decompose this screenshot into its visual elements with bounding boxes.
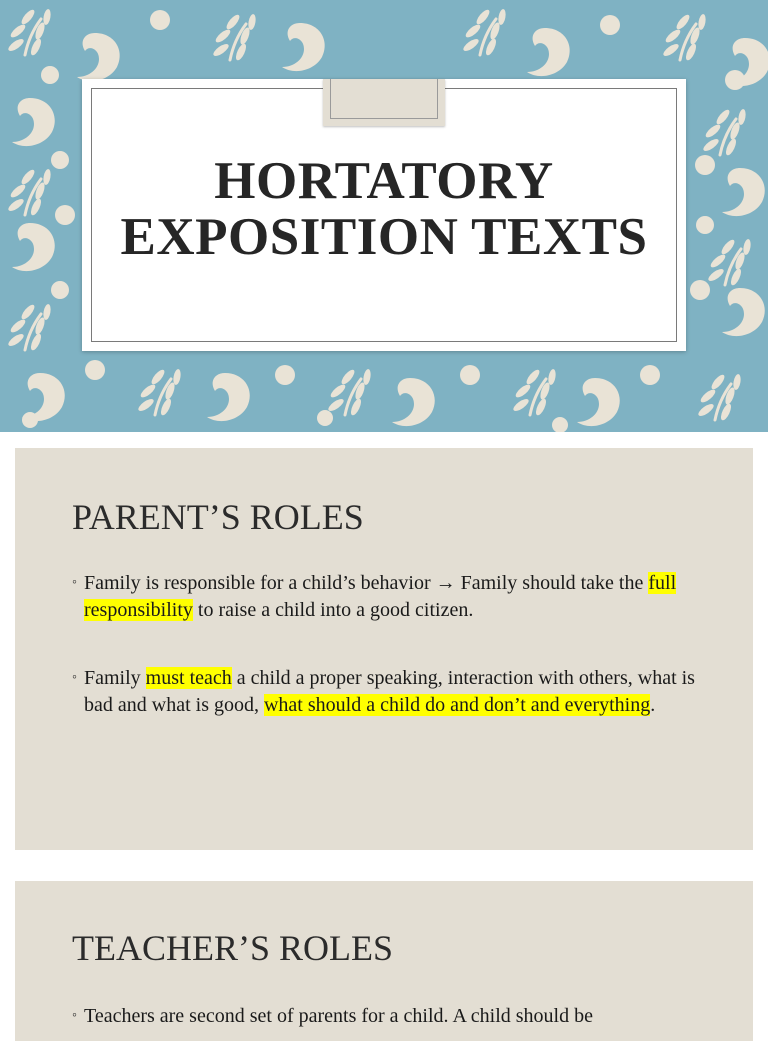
ring-bullet-icon: ◦: [72, 670, 77, 685]
bullet-text: Family: [84, 667, 146, 689]
slide-heading: TEACHER’S ROLES: [72, 928, 394, 968]
parents-roles-slide: [15, 448, 753, 850]
highlighted-text: must teach: [145, 667, 232, 689]
ring-bullet-icon: ◦: [72, 1008, 77, 1023]
bullet-text: .: [650, 693, 656, 716]
title-card: [82, 79, 686, 351]
bullet-list: [72, 570, 712, 718]
bullet-item: [72, 1003, 712, 1030]
highlighted-text: what should a child do and don’t and everything: [263, 693, 651, 716]
teachers-roles-slide: [15, 881, 753, 1041]
bullet-list: [72, 1003, 712, 1030]
bullet-item: [72, 570, 712, 623]
bullet-text: Family should take the: [455, 572, 649, 594]
right-arrow-icon: →: [435, 572, 456, 594]
bullet-text: to raise a child into a good citizen.: [192, 598, 474, 621]
bullet-text: Family is responsible for a child’s behavior: [84, 572, 436, 594]
highlighted-text: full responsibility: [84, 572, 677, 621]
bullet-text: a child a proper speaking, interaction with others, what is bad and what is good,: [84, 667, 695, 716]
bullet-text: Teachers are second set of parents for a child. A child should be: [84, 1005, 593, 1027]
title-card-tab: [323, 79, 445, 126]
title-card-tab-border: [330, 79, 438, 119]
title-slide: [0, 0, 768, 432]
slide-heading: PARENT’S ROLES: [72, 497, 364, 537]
bullet-item: [72, 665, 712, 718]
ring-bullet-icon: ◦: [72, 575, 77, 590]
slide-title: HORTATORY EXPOSITION TEXTS: [120, 152, 648, 266]
